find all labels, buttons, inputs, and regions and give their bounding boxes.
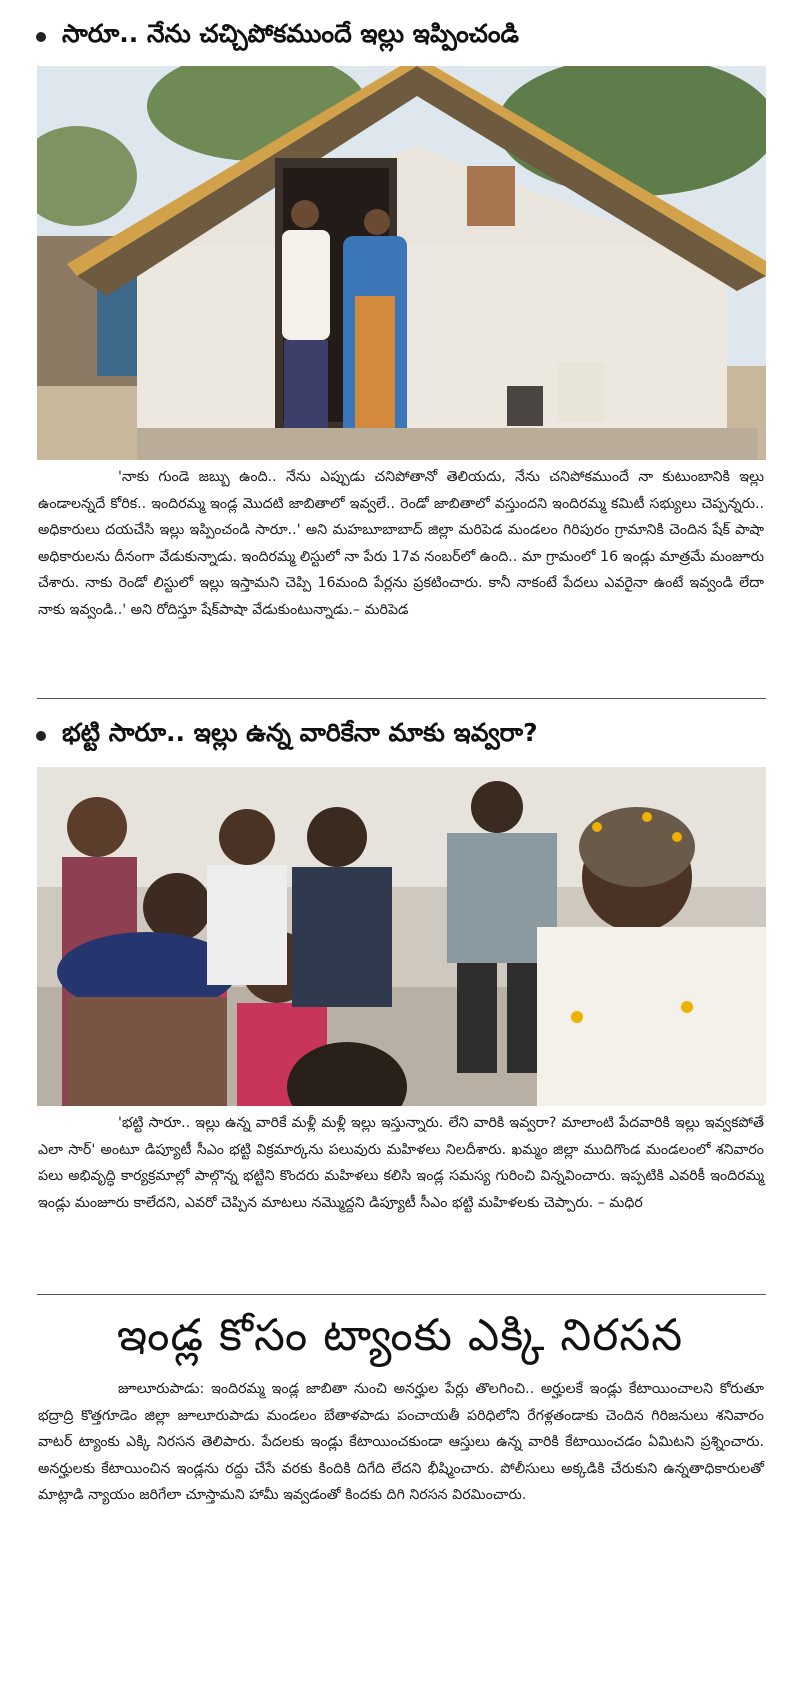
- story2-heading: భట్టి సారూ.. ఇల్లు ఉన్న వారికేనా మాకు ఇవ్వరా?: [62, 718, 538, 747]
- story1-photo: [37, 66, 766, 460]
- story1-heading: సారూ.. నేను చచ్చిపోకముందే ఇల్లు ఇప్పించండి: [62, 19, 520, 48]
- story1-body: 'నాకు గుండె జబ్బు ఉంది.. నేను ఎప్పుడు చనిపోతానో తెలియదు, నేను చనిపోకముందే నా కుటుంబానికి ఇల్లు ఉండాలన్నదే కోరిక.. ఇందిరమ్మ ఇండ్ల మొదటి జాబితాలో ఇవ్వలే.. రెండో జాబితాలో వస్తుందని ఇందిరమ్మ కమిటీ సభ్యులు చెప్పన్నరు.. అధికారులు దయచేసి ఇల్లు ఇప్పించండి సారూ..' అని మహబూబాబాద్ జిల్లా మరిపెడ మండలం గిరిపురం గ్రామానికి చెందిన షేక్ పాషా అధికారులను దీనంగా వేడుకున్నాడు. ఇందిరమ్మ లిస్టులో నా పేరు 17వ నంబర్‌లో ఉంది.. మా గ్రామంలో 16 ఇండ్లు మాత్రమే మంజూరు చేశారు. నాకు రెండో లిస్టులో ఇల్లు ఇస్తామని చెప్పి 16మంది పేర్లను ప్రకటించారు. కానీ నాకంటే పేదలు ఎవరైనా ఉంటే ఇవ్వండి లేదా నాకు ఇవ్వండి..' అని రోదిస్తూ షేక్‌పాషా వేడుకుంటున్నాడు.– మరిపెడ: [38, 469, 764, 618]
- divider: [37, 698, 766, 699]
- divider: [37, 1294, 766, 1295]
- story2-heading-row: [0, 714, 800, 758]
- story3-headline: ఇండ్ల కోసం ట్యాంకు ఎక్కి నిరసన: [116, 1310, 684, 1361]
- story2-body: 'భట్టి సారూ.. ఇల్లు ఉన్న వారికే మళ్లీ మళ్లీ ఇల్లు ఇస్తున్నారు. లేని వారికి ఇవ్వరా? మాలాంటి పేదవారికి ఇల్లు ఇవ్వకపోతే ఎలా సార్' అంటూ డిప్యూటీ సీఎం భట్టి విక్రమార్కను పలువురు మహిళలు నిలదీశారు. ఖమ్మం జిల్లా ముదిగొండ మండలంలో శనివారం పలు అభివృద్ధి కార్యక్రమాల్లో పాల్గొన్న భట్టిని కొందరు మహిళలు కలిసి ఇండ్ల సమస్య గురించి విన్నవించారు. ఇప్పటికి ఎవరికీ ఇందిరమ్మ ఇండ్లు మంజూరు కాలేదని, ఎవరో చెప్పిన మాటలు నమ్మొద్దని డిప్యూటీ సీఎం భట్టి మహిళలకు చెప్పారు. – మధిర: [38, 1115, 764, 1211]
- crowd-meeting-photo-icon: [37, 767, 766, 1106]
- hut-couple-photo-icon: [37, 66, 766, 460]
- bullet-icon: [36, 731, 46, 741]
- story1-heading-row: [0, 16, 800, 58]
- story2-photo: [37, 767, 766, 1106]
- story3-body: జూలూరుపాడు: ఇందిరమ్మ ఇండ్ల జాబితా నుంచి అనర్హుల పేర్లు తొలగించి.. అర్హులకే ఇండ్లు కేటాయించాలని కోరుతూ భద్రాద్రి కొత్తగూడెం జిల్లా జూలూరుపాడు మండలం బేతాళపాడు పంచాయతీ పరిధిలోని రేగళ్లతండాకు చెందిన గిరిజనులు శనివారం వాటర్ ట్యాంకు ఎక్కి నిరసన తెలిపారు. పేదలకు ఇండ్లు కేటాయించకుండా ఆస్తులు ఉన్న వారికి కేటాయించడం ఏమిటని ప్రశ్నించారు. అనర్హులకు కేటాయించిన ఇండ్లను రద్దు చేసే వరకు కిందికి దిగేది లేదని భీష్మించారు. పోలీసులు అక్కడికి చేరుకుని ఉన్నతాధికారులతో మాట్లాడి న్యాయం జరిగేలా చూస్తామని హామీ ఇవ్వడంతో కిందకు దిగి నిరసన విరమించారు.: [38, 1381, 764, 1503]
- bullet-icon: [36, 32, 46, 42]
